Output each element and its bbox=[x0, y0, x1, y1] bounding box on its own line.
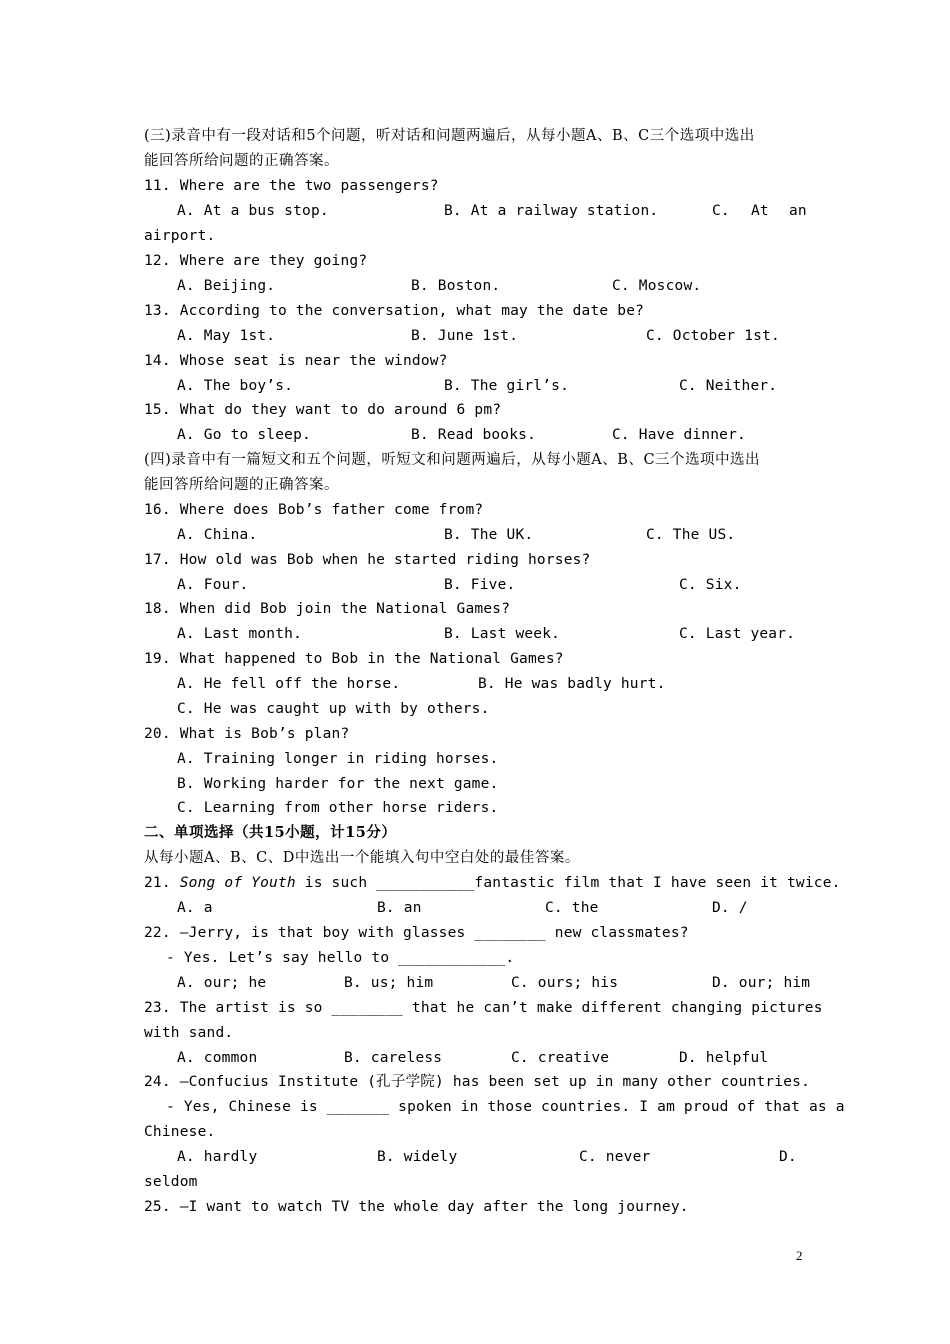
q17-option-b: B. Five. bbox=[444, 577, 516, 593]
q19-option-c: C. He was caught up with by others. bbox=[177, 701, 490, 717]
q24-option-a: A. hardly bbox=[177, 1149, 258, 1165]
q24-option-d-letter: D. bbox=[779, 1149, 797, 1165]
q15-option-b: B. Read books. bbox=[411, 427, 537, 443]
q17-option-a: A. Four. bbox=[177, 577, 249, 593]
q11-question: 11. Where are the two passengers? bbox=[144, 178, 439, 194]
q19-question: 19. What happened to Bob in the National Games? bbox=[144, 651, 564, 667]
q21-option-a: A. a bbox=[177, 900, 213, 916]
q13-option-c: C. October 1st. bbox=[646, 328, 780, 344]
q24-wrap: Chinese. bbox=[144, 1124, 216, 1140]
q18-question: 18. When did Bob join the National Games? bbox=[144, 601, 511, 617]
q23-option-c: C. creative bbox=[511, 1050, 610, 1066]
q11-option-b: B. At a railway station. bbox=[444, 203, 659, 219]
part2-heading: 二、单项选择（共15小题，计15分） bbox=[144, 824, 397, 841]
q23-line1: 23. The artist is so ________ that he can’t make different changing pictures bbox=[144, 1000, 823, 1016]
q14-option-a: A. The boy’s. bbox=[177, 378, 294, 394]
q22-line1: 22. –Jerry, is that boy with glasses ________ new classmates? bbox=[144, 925, 689, 941]
q22-option-b: B. us; him bbox=[344, 975, 434, 991]
q13-option-b: B. June 1st. bbox=[411, 328, 519, 344]
q11-option-a: A. At a bus stop. bbox=[177, 203, 329, 219]
q21-option-d: D. / bbox=[712, 900, 748, 916]
q16-option-b: B. The UK. bbox=[444, 527, 534, 543]
q15-option-c: C. Have dinner. bbox=[612, 427, 746, 443]
q12-option-c: C. Moscow. bbox=[612, 278, 702, 294]
q14-option-b: B. The girl’s. bbox=[444, 378, 570, 394]
q11-option-c-word2: an bbox=[789, 203, 807, 219]
q20-option-b: B. Working harder for the next game. bbox=[177, 776, 499, 792]
q13-question: 13. According to the conversation, what may the date be? bbox=[144, 303, 645, 319]
q16-option-a: A. China. bbox=[177, 527, 258, 543]
q14-question: 14. Whose seat is near the window? bbox=[144, 353, 448, 369]
q12-option-b: B. Boston. bbox=[411, 278, 501, 294]
q22-option-d: D. our; him bbox=[712, 975, 811, 991]
q11-option-c-letter: C. bbox=[712, 203, 730, 219]
q16-option-c: C. The US. bbox=[646, 527, 736, 543]
q24-option-d-wrap: seldom bbox=[144, 1174, 198, 1190]
q23-option-a: A. common bbox=[177, 1050, 258, 1066]
q12-question: 12. Where are they going? bbox=[144, 253, 368, 269]
q21-sentence: is such ___________fantastic film that I have seen it twice. bbox=[304, 875, 841, 891]
q11-option-c-word1: At bbox=[751, 203, 769, 219]
section3-intro-line1: (三)录音中有一段对话和5个问题，听对话和问题两遍后，从每小题A、B、C三个选项中选出 bbox=[144, 128, 755, 144]
q21-question bbox=[144, 873, 841, 893]
q18-option-c: C. Last year. bbox=[679, 626, 796, 642]
part2-instruction: 从每小题A、B、C、D中选出一个能填入句中空白处的最佳答案。 bbox=[144, 850, 580, 866]
q13-option-a: A. May 1st. bbox=[177, 328, 276, 344]
q20-option-a: A. Training longer in riding horses. bbox=[177, 751, 499, 767]
q22-option-c: C. ours; his bbox=[511, 975, 619, 991]
q25-line1: 25. –I want to watch TV the whole day after the long journey. bbox=[144, 1199, 689, 1215]
q17-question: 17. How old was Bob when he started riding horses? bbox=[144, 552, 591, 568]
q23-option-b: B. careless bbox=[344, 1050, 443, 1066]
q20-question: 20. What is Bob’s plan? bbox=[144, 726, 350, 742]
q21-number: 21. bbox=[144, 875, 171, 891]
q20-option-c: C. Learning from other horse riders. bbox=[177, 800, 499, 816]
q22-option-a: A. our; he bbox=[177, 975, 267, 991]
q18-option-a: A. Last month. bbox=[177, 626, 303, 642]
q19-option-b: B. He was badly hurt. bbox=[478, 676, 666, 692]
q21-option-b: B. an bbox=[377, 900, 422, 916]
q23-option-d: D. helpful bbox=[679, 1050, 769, 1066]
q21-book-title: Song of Youth bbox=[179, 875, 296, 891]
q23-wrap: with sand. bbox=[144, 1025, 234, 1041]
q15-option-a: A. Go to sleep. bbox=[177, 427, 311, 443]
q24-line1: 24. –Confucius Institute (孔子学院) has been set up in many other countries. bbox=[144, 1074, 811, 1090]
q14-option-c: C. Neither. bbox=[679, 378, 778, 394]
q12-option-a: A. Beijing. bbox=[177, 278, 276, 294]
q19-option-a: A. He fell off the horse. bbox=[177, 676, 401, 692]
page-number: 2 bbox=[796, 1248, 803, 1263]
q24-option-c: C. never bbox=[579, 1149, 651, 1165]
section3-intro-line2: 能回答所给问题的正确答案。 bbox=[144, 153, 339, 169]
q15-question: 15. What do they want to do around 6 pm? bbox=[144, 402, 502, 418]
q11-option-c-wrap: airport. bbox=[144, 228, 216, 244]
q24-option-b: B. widely bbox=[377, 1149, 458, 1165]
q24-line2: - Yes, Chinese is _______ spoken in those countries. I am proud of that as a bbox=[166, 1099, 845, 1115]
q21-option-c: C. the bbox=[545, 900, 599, 916]
q22-line2: - Yes. Let’s say hello to ____________. bbox=[166, 950, 515, 966]
q17-option-c: C. Six. bbox=[679, 577, 742, 593]
section4-intro-line2: 能回答所给问题的正确答案。 bbox=[144, 477, 339, 493]
q18-option-b: B. Last week. bbox=[444, 626, 561, 642]
section4-intro-line1: (四)录音中有一篇短文和五个问题，听短文和问题两遍后，从每小题A、B、C三个选项中选出 bbox=[144, 452, 761, 468]
q16-question: 16. Where does Bob’s father come from? bbox=[144, 502, 484, 518]
